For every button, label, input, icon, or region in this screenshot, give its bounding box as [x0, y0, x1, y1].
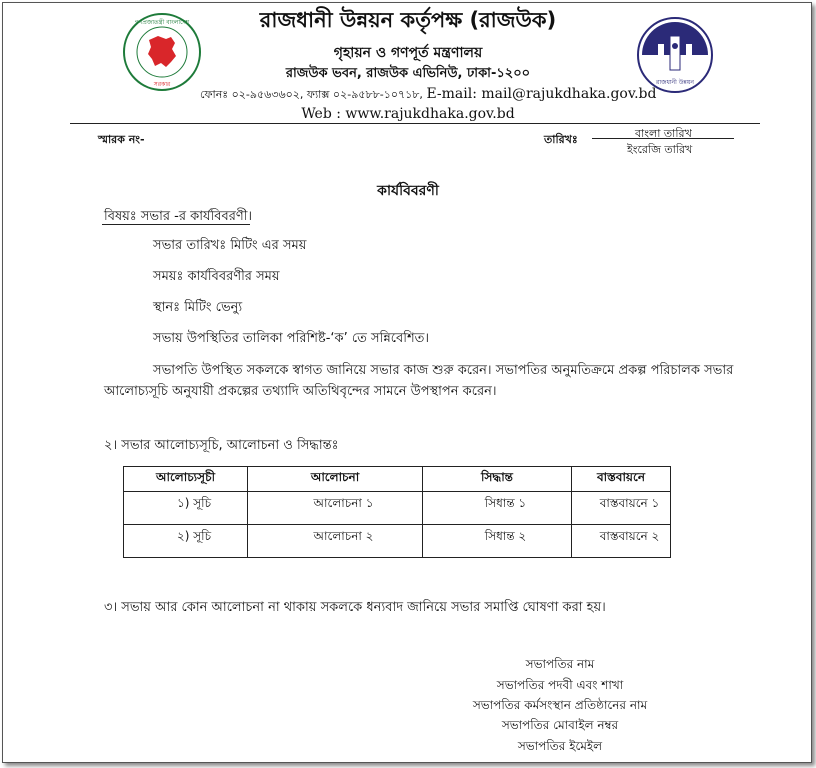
email-link[interactable]: E-mail: mail@rajukdhaka.gov.bd: [426, 86, 657, 102]
chairperson-organization: সভাপতির কর্মসংস্থান প্রতিষ্ঠানের নাম: [472, 698, 648, 712]
meeting-date: সভার তারিখঃ মিটিং এর সময়: [153, 238, 307, 253]
table-cell: সিধান্ত ১: [423, 492, 572, 525]
chairperson-email: সভাপতির ইমেইল: [517, 739, 603, 753]
date-bangla: বাংলা তারিখ: [635, 127, 692, 140]
table-cell: ২) সূচি: [124, 525, 248, 558]
table-cell: বাস্তবায়নে ১: [572, 492, 671, 525]
column-header-implementation: বাস্তবায়নে: [572, 467, 671, 492]
table-cell: আলোচনা ১: [248, 492, 423, 525]
table-cell: সিধান্ত ২: [423, 525, 572, 558]
website-link[interactable]: Web : www.rajukdhaka.gov.bd: [301, 106, 515, 122]
meeting-time: সময়ঃ কার্যবিবরণীর সময়: [153, 269, 280, 284]
date-divider: [592, 138, 734, 139]
column-header-agenda: আলোচ্যসূচী: [124, 467, 248, 492]
column-header-decision: সিদ্ধান্ত: [423, 467, 572, 492]
agenda-table: [123, 466, 671, 558]
agenda-section-heading: ২। সভার আলোচ্যসূচি, আলোচনা ও সিদ্ধান্তঃ: [104, 438, 339, 453]
contact-line: [200, 86, 656, 105]
chairperson-designation: সভাপতির পদবী এবং শাখা: [496, 678, 624, 692]
phone-fax: ফোনঃ ০২-৯৫৬৩৬০২, ফ্যাক্স ০২-৯৫৮৮-১০৭১৮,: [200, 88, 427, 101]
header-divider: [70, 123, 760, 124]
table-header-row: [124, 467, 671, 492]
document-title: কার্যবিবরণী: [377, 183, 439, 199]
attendance-note: সভায় উপস্থিতির তালিকা পরিশিষ্ট-‘ক’ তে সন্নিবেশিত।: [153, 331, 430, 346]
table-cell: বাস্তবায়নে ২: [572, 525, 671, 558]
svg-text:সরকার: সরকার: [153, 81, 171, 88]
closing-section: ৩। সভায় আর কোন আলোচনা না থাকায় সকলকে ধন্যবাদ জানিয়ে সভার সমাপ্তি ঘোষণা করা হয়।: [104, 600, 606, 615]
svg-text:রাজধানী উন্নয়ন: রাজধানী উন্নয়ন: [656, 79, 694, 86]
table-row: [124, 492, 671, 525]
reference-number-label: স্মারক নং-: [98, 133, 145, 146]
ministry-name: গৃহায়ন ও গণপূর্ত মন্ত্রণালয়: [333, 45, 483, 61]
table-cell: ১) সূচি: [124, 492, 248, 525]
org-name: রাজধানী উন্নয়ন কর্তৃপক্ষ (রাজউক): [259, 8, 557, 32]
svg-text:গণপ্রজাতন্ত্রী বাংলাদেশ: গণপ্রজাতন্ত্রী বাংলাদেশ: [134, 19, 190, 26]
org-address: রাজউক ভবন, রাজউক এভিনিউ, ঢাকা-১২০০: [285, 66, 531, 81]
intro-paragraph-line1: সভাপতি উপস্থিত সকলকে স্বাগত জানিয়ে সভার কাজ শুরু করেন। সভাপতির অনুমতিক্রমে প্রকল্প পরিচালক সভার: [153, 363, 734, 378]
table-cell: আলোচনা ২: [248, 525, 423, 558]
chairperson-name: সভাপতির নাম: [525, 657, 595, 671]
date-english: ইংরেজি তারিখ: [627, 143, 693, 156]
column-header-discussion: আলোচনা: [248, 467, 423, 492]
table-row: [124, 525, 671, 558]
chairperson-mobile: সভাপতির মোবাইল নম্বর: [501, 718, 619, 732]
intro-paragraph-line2: আলোচ্যসূচি অনুযায়ী প্রকল্পের তথ্যাদি অতিথিবৃন্দের সামনে উপস্থাপন করেন।: [104, 384, 497, 399]
date-label: তারিখঃ: [544, 133, 578, 146]
subject-line: বিষয়ঃ সভার -র কার্যবিবরণী।: [104, 209, 253, 224]
subject-underline: [102, 224, 250, 225]
meeting-venue: স্থানঃ মিটিং ভেন্যু: [153, 300, 243, 315]
